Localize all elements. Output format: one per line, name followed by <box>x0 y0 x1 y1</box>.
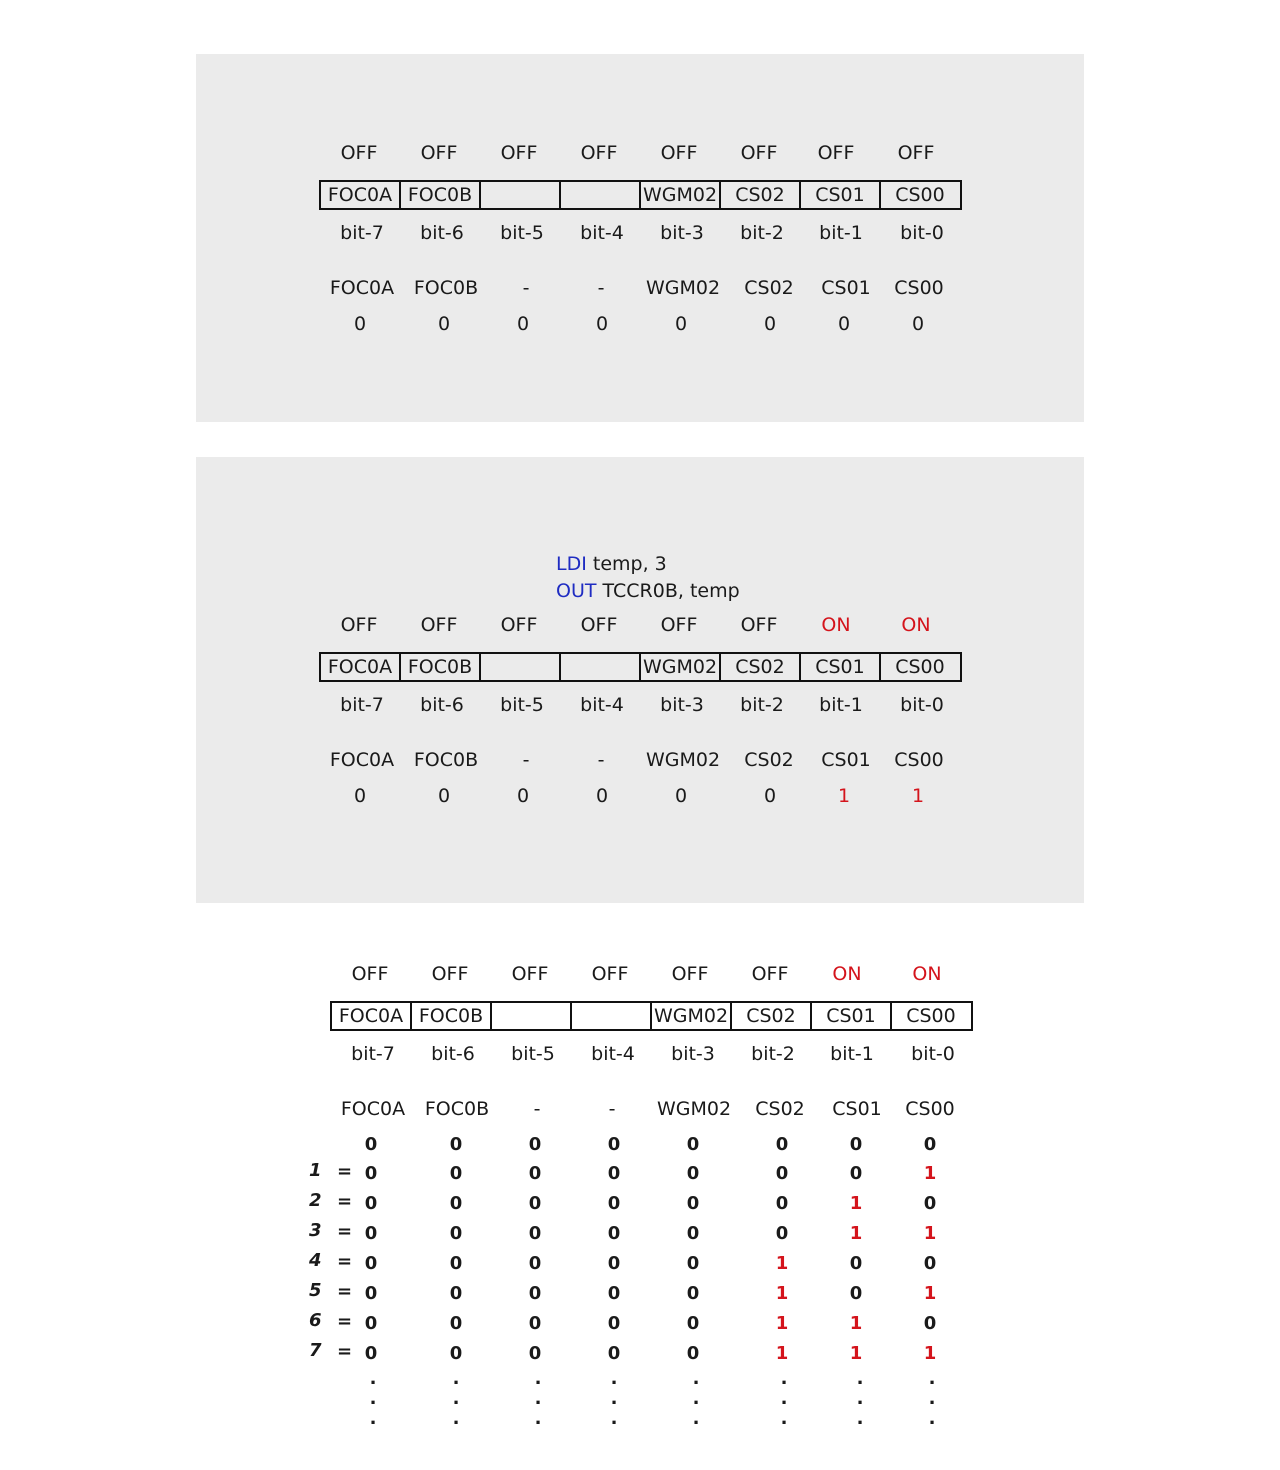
register-cell: FOC0A <box>332 1003 412 1029</box>
bit-position-label: bit-5 <box>511 1043 555 1065</box>
bit-position-label: bit-0 <box>900 222 944 244</box>
register-cell: CS01 <box>801 182 881 208</box>
bit-position-label: bit-3 <box>671 1043 715 1065</box>
table-cell-value: 0 <box>607 1193 621 1214</box>
register-cell: FOC0A <box>321 182 401 208</box>
ellipsis-dot: . <box>856 1388 864 1409</box>
table-cell-value: 0 <box>449 1163 463 1184</box>
row-index: 4 <box>309 1250 322 1271</box>
table-cell-value: 0 <box>849 1253 863 1274</box>
bit-name-label: WGM02 <box>645 749 721 771</box>
table-cell-value: 0 <box>607 1313 621 1334</box>
table-cell-value: 0 <box>686 1163 700 1184</box>
assembly-code <box>556 551 740 605</box>
bit-name-label: CS00 <box>894 749 944 771</box>
bit-position-label: bit-7 <box>351 1043 395 1065</box>
register-box <box>319 180 962 210</box>
bit-position-label: bit-4 <box>591 1043 635 1065</box>
table-cell-value: 0 <box>849 1283 863 1304</box>
table-cell-value: 1 <box>849 1313 863 1334</box>
table-cell-value: 0 <box>775 1134 789 1155</box>
bit-value: 0 <box>763 785 777 807</box>
bit-value: 0 <box>516 313 530 335</box>
bit-name-label: - <box>608 1098 616 1120</box>
ellipsis-dot: . <box>369 1368 377 1389</box>
register-cell: CS00 <box>895 656 945 678</box>
bit-state-label: OFF <box>740 142 778 164</box>
register-cell: FOC0B <box>401 182 481 208</box>
table-cell-value: 0 <box>364 1253 378 1274</box>
bit-state-label: OFF <box>751 963 789 985</box>
table-cell-value: 1 <box>849 1193 863 1214</box>
ellipsis-dot: . <box>928 1388 936 1409</box>
bit-name-label: CS01 <box>821 277 871 299</box>
bit-state-label: OFF <box>591 963 629 985</box>
bit-value: 0 <box>353 313 367 335</box>
row-equals: = <box>337 1161 353 1182</box>
table-cell-value: 0 <box>449 1223 463 1244</box>
bit-position-label: bit-6 <box>420 222 464 244</box>
table-cell-value: 0 <box>364 1313 378 1334</box>
table-cell-value: 1 <box>923 1283 937 1304</box>
bit-name-label: CS01 <box>832 1098 882 1120</box>
table-cell-value: 0 <box>449 1193 463 1214</box>
code-operands: TCCR0B, temp <box>596 580 740 602</box>
bit-name-label: FOC0B <box>424 1098 490 1120</box>
table-cell-value: 0 <box>449 1343 463 1364</box>
table-cell-value: 0 <box>686 1343 700 1364</box>
bit-state-label: ON <box>821 614 851 636</box>
row-index: 7 <box>309 1340 322 1361</box>
register-cell: FOC0A <box>321 654 401 680</box>
binary-count-table <box>207 888 1095 1448</box>
bit-state-label: OFF <box>431 963 469 985</box>
bit-value: 0 <box>674 785 688 807</box>
bit-name-label: CS02 <box>755 1098 805 1120</box>
register-cell: CS00 <box>895 184 945 206</box>
table-cell-value: 0 <box>686 1283 700 1304</box>
bit-value: 0 <box>595 313 609 335</box>
bit-name-label: CS00 <box>894 277 944 299</box>
table-cell-value: 0 <box>364 1134 378 1155</box>
bit-position-label: bit-2 <box>740 694 784 716</box>
code-keyword: LDI <box>556 553 587 575</box>
table-cell-value: 0 <box>607 1283 621 1304</box>
ellipsis-dot: . <box>692 1388 700 1409</box>
bit-position-label: bit-3 <box>660 222 704 244</box>
register-cell: CS01 <box>801 654 881 680</box>
bit-value: 0 <box>763 313 777 335</box>
bit-value: 0 <box>837 313 851 335</box>
bit-position-label: bit-5 <box>500 222 544 244</box>
bit-position-label: bit-4 <box>580 694 624 716</box>
bit-name-label: FOC0B <box>413 277 479 299</box>
code-keyword: OUT <box>556 580 597 602</box>
ellipsis-dot: . <box>369 1388 377 1409</box>
ellipsis-dot: . <box>610 1388 618 1409</box>
table-cell-value: 1 <box>775 1313 789 1334</box>
row-index: 5 <box>309 1280 322 1301</box>
bit-position-label: bit-1 <box>819 694 863 716</box>
code-line-1 <box>556 551 740 578</box>
bit-name-label: - <box>533 1098 541 1120</box>
ellipsis-dot: . <box>610 1368 618 1389</box>
table-cell-value: 0 <box>364 1223 378 1244</box>
table-cell-value: 0 <box>686 1313 700 1334</box>
bit-value: 0 <box>437 313 451 335</box>
table-cell-value: 0 <box>686 1223 700 1244</box>
register-cell: CS00 <box>906 1005 956 1027</box>
row-equals: = <box>337 1191 353 1212</box>
register-cell: FOC0B <box>412 1003 492 1029</box>
table-cell-value: 0 <box>607 1163 621 1184</box>
table-cell-value: 0 <box>775 1223 789 1244</box>
ellipsis-dot: . <box>692 1408 700 1429</box>
table-cell-value: 1 <box>849 1343 863 1364</box>
row-index: 6 <box>309 1310 322 1331</box>
table-cell-value: 0 <box>449 1313 463 1334</box>
ellipsis-dot: . <box>610 1408 618 1429</box>
bit-state-label: OFF <box>420 142 458 164</box>
table-cell-value: 0 <box>607 1134 621 1155</box>
bit-state-label: OFF <box>420 614 458 636</box>
row-index: 1 <box>309 1160 322 1181</box>
bit-name-label: WGM02 <box>645 277 721 299</box>
table-cell-value: 1 <box>923 1163 937 1184</box>
register-cell: CS02 <box>732 1003 812 1029</box>
table-cell-value: 1 <box>923 1223 937 1244</box>
ellipsis-dot: . <box>534 1388 542 1409</box>
bit-value: 0 <box>437 785 451 807</box>
ellipsis-dot: . <box>534 1408 542 1429</box>
bit-name-label: FOC0A <box>340 1098 406 1120</box>
bit-position-label: bit-4 <box>580 222 624 244</box>
bit-position-label: bit-7 <box>340 222 384 244</box>
bit-value: 1 <box>911 785 925 807</box>
bit-value: 1 <box>837 785 851 807</box>
bit-position-label: bit-7 <box>340 694 384 716</box>
ellipsis-dot: . <box>452 1388 460 1409</box>
register-cell: WGM02 <box>652 1003 732 1029</box>
table-cell-value: 0 <box>849 1163 863 1184</box>
table-cell-value: 0 <box>528 1134 542 1155</box>
panel-background-1 <box>196 54 1084 422</box>
register-cell: CS02 <box>721 654 801 680</box>
bit-name-label: - <box>597 277 605 299</box>
table-cell-value: 1 <box>923 1343 937 1364</box>
row-equals: = <box>337 1341 353 1362</box>
table-cell-value: 0 <box>528 1253 542 1274</box>
table-cell-value: 1 <box>849 1223 863 1244</box>
table-cell-value: 0 <box>923 1253 937 1274</box>
row-equals: = <box>337 1221 353 1242</box>
ellipsis-dot: . <box>928 1408 936 1429</box>
ellipsis-dot: . <box>452 1408 460 1429</box>
register-cell: CS02 <box>721 182 801 208</box>
ellipsis-dot: . <box>452 1368 460 1389</box>
register-box <box>319 652 962 682</box>
bit-state-label: OFF <box>340 142 378 164</box>
bit-position-label: bit-1 <box>819 222 863 244</box>
table-cell-value: 0 <box>849 1134 863 1155</box>
bit-state-label: OFF <box>671 963 709 985</box>
bit-state-label: OFF <box>500 142 538 164</box>
table-cell-value: 0 <box>775 1193 789 1214</box>
register-cell <box>481 182 561 208</box>
table-cell-value: 0 <box>923 1313 937 1334</box>
bit-state-label: OFF <box>817 142 855 164</box>
table-cell-value: 0 <box>686 1134 700 1155</box>
bit-position-label: bit-5 <box>500 694 544 716</box>
bit-state-label: ON <box>901 614 931 636</box>
table-cell-value: 0 <box>923 1134 937 1155</box>
table-cell-value: 0 <box>528 1163 542 1184</box>
bit-state-label: OFF <box>660 614 698 636</box>
register-cell: WGM02 <box>641 654 721 680</box>
ellipsis-dot: . <box>780 1388 788 1409</box>
row-equals: = <box>337 1281 353 1302</box>
row-equals: = <box>337 1311 353 1332</box>
bit-name-label: CS02 <box>744 277 794 299</box>
bit-name-label: - <box>522 277 530 299</box>
row-index: 2 <box>309 1190 322 1211</box>
bit-state-label: OFF <box>511 963 549 985</box>
bit-name-label: FOC0A <box>329 277 395 299</box>
bit-name-label: FOC0A <box>329 749 395 771</box>
ellipsis-dot: . <box>780 1368 788 1389</box>
table-cell-value: 0 <box>686 1193 700 1214</box>
table-cell-value: 0 <box>607 1223 621 1244</box>
table-cell-value: 0 <box>528 1313 542 1334</box>
bit-name-label: CS01 <box>821 749 871 771</box>
ellipsis-dot: . <box>780 1408 788 1429</box>
bit-state-label: OFF <box>580 614 618 636</box>
row-equals: = <box>337 1251 353 1272</box>
ellipsis-dot: . <box>928 1368 936 1389</box>
register-cell: CS01 <box>812 1003 892 1029</box>
bit-value: 0 <box>353 785 367 807</box>
table-cell-value: 0 <box>923 1193 937 1214</box>
table-cell-value: 1 <box>775 1343 789 1364</box>
bit-position-label: bit-6 <box>431 1043 475 1065</box>
bit-state-label: OFF <box>351 963 389 985</box>
bit-state-label: OFF <box>897 142 935 164</box>
bit-position-label: bit-3 <box>660 694 704 716</box>
table-cell-value: 0 <box>528 1283 542 1304</box>
bit-state-label: OFF <box>500 614 538 636</box>
bit-state-label: ON <box>832 963 862 985</box>
bit-state-label: OFF <box>660 142 698 164</box>
bit-value: 0 <box>516 785 530 807</box>
bit-state-label: OFF <box>740 614 778 636</box>
table-cell-value: 0 <box>364 1283 378 1304</box>
bit-name-label: - <box>522 749 530 771</box>
table-cell-value: 0 <box>528 1193 542 1214</box>
bit-position-label: bit-6 <box>420 694 464 716</box>
bit-state-label: OFF <box>340 614 378 636</box>
ellipsis-dot: . <box>369 1408 377 1429</box>
table-cell-value: 0 <box>607 1343 621 1364</box>
register-cell <box>561 654 641 680</box>
bit-position-label: bit-1 <box>830 1043 874 1065</box>
code-operands: temp, 3 <box>586 553 667 575</box>
ellipsis-dot: . <box>856 1368 864 1389</box>
table-cell-value: 0 <box>364 1343 378 1364</box>
bit-position-label: bit-2 <box>740 222 784 244</box>
table-cell-value: 0 <box>364 1163 378 1184</box>
register-cell <box>561 182 641 208</box>
ellipsis-dot: . <box>534 1368 542 1389</box>
register-cell: FOC0B <box>401 654 481 680</box>
table-cell-value: 0 <box>607 1253 621 1274</box>
row-index: 3 <box>309 1220 322 1241</box>
table-cell-value: 0 <box>528 1223 542 1244</box>
bit-name-label: CS00 <box>905 1098 955 1120</box>
table-cell-value: 0 <box>449 1283 463 1304</box>
table-cell-value: 1 <box>775 1253 789 1274</box>
register-cell <box>481 654 561 680</box>
bit-value: 0 <box>595 785 609 807</box>
bit-state-label: OFF <box>580 142 618 164</box>
bit-name-label: WGM02 <box>656 1098 732 1120</box>
bit-name-label: FOC0B <box>413 749 479 771</box>
bit-state-label: ON <box>912 963 942 985</box>
table-cell-value: 0 <box>364 1193 378 1214</box>
table-cell-value: 0 <box>449 1134 463 1155</box>
table-cell-value: 0 <box>686 1253 700 1274</box>
bit-name-label: - <box>597 749 605 771</box>
table-cell-value: 0 <box>775 1163 789 1184</box>
register-cell: WGM02 <box>641 182 721 208</box>
bit-name-label: CS02 <box>744 749 794 771</box>
table-cell-value: 0 <box>528 1343 542 1364</box>
bit-value: 0 <box>674 313 688 335</box>
code-line-2 <box>556 578 740 605</box>
bit-position-label: bit-0 <box>900 694 944 716</box>
bit-position-label: bit-2 <box>751 1043 795 1065</box>
ellipsis-dot: . <box>692 1368 700 1389</box>
bit-position-label: bit-0 <box>911 1043 955 1065</box>
ellipsis-dot: . <box>856 1408 864 1429</box>
table-cell-value: 1 <box>775 1283 789 1304</box>
table-cell-value: 0 <box>449 1253 463 1274</box>
bit-value: 0 <box>911 313 925 335</box>
